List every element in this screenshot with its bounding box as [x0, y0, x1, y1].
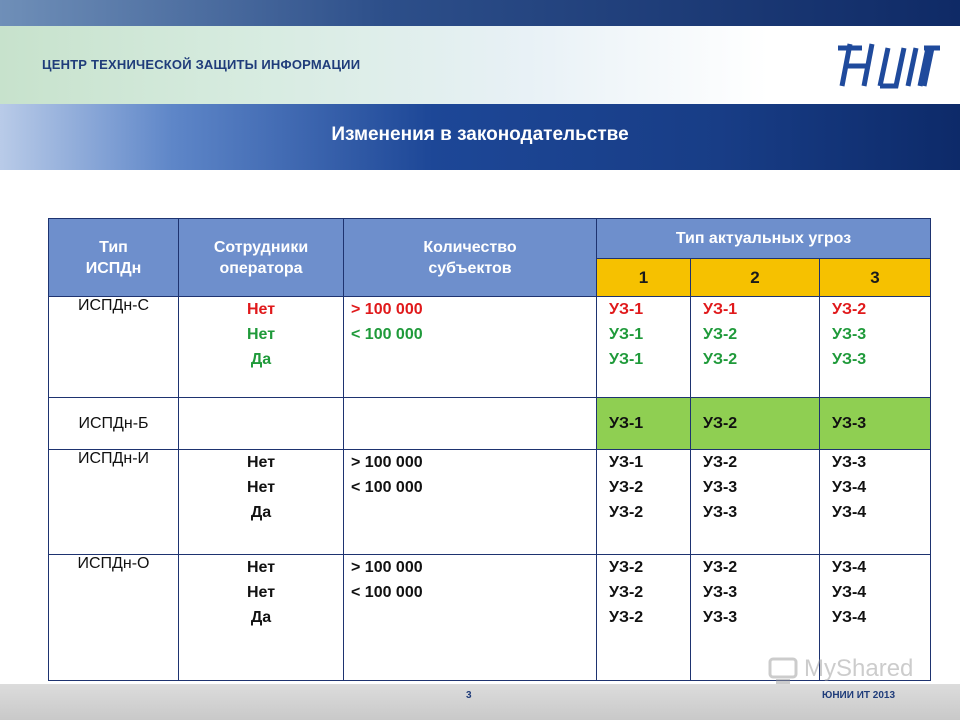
- threat-1-cell: УЗ-1 УЗ-1 УЗ-1: [597, 297, 691, 398]
- header-quantity: Количество субъектов: [344, 219, 597, 297]
- watermark-text: MyShared: [804, 655, 914, 682]
- quantity-cell: > 100 000 < 100 000: [344, 555, 597, 681]
- threat-level-3: 3: [820, 259, 931, 297]
- employees-cell: [179, 398, 344, 450]
- table-row: [49, 398, 931, 450]
- ispdn-table: [48, 218, 931, 681]
- threat-level-1: 1: [597, 259, 691, 297]
- quantity-cell: > 100 000 < 100 000: [344, 297, 597, 398]
- threat-3-cell: УЗ-3 УЗ-4 УЗ-4: [820, 450, 931, 555]
- threat-1-cell: УЗ-2 УЗ-2 УЗ-2: [597, 555, 691, 681]
- row-type: ИСПДн-О: [49, 555, 179, 681]
- threat-1-cell: УЗ-1 УЗ-2 УЗ-2: [597, 450, 691, 555]
- page-number: 3: [466, 690, 472, 701]
- employees-cell: Нет Нет Да: [179, 297, 344, 398]
- header-threats: Тип актуальных угроз: [597, 219, 931, 259]
- employees-cell: Нет Нет Да: [179, 450, 344, 555]
- quantity-cell: [344, 398, 597, 450]
- row-type: ИСПДн-Б: [49, 398, 179, 450]
- slide-title: Изменения в законодательстве: [331, 124, 629, 145]
- top-strip: [0, 0, 960, 26]
- footer-bar: [0, 684, 960, 720]
- threat-3-cell: УЗ-4 УЗ-4 УЗ-4: [820, 555, 931, 681]
- threat-1-cell: УЗ-1: [597, 398, 691, 450]
- threat-2-cell: УЗ-1 УЗ-2 УЗ-2: [691, 297, 820, 398]
- watermark-icon: [768, 657, 800, 687]
- threat-2-cell: УЗ-2 УЗ-3 УЗ-3: [691, 555, 820, 681]
- quantity-cell: > 100 000 < 100 000: [344, 450, 597, 555]
- threat-2-cell: УЗ-2 УЗ-3 УЗ-3: [691, 450, 820, 555]
- footer-copyright: ЮНИИ ИТ 2013: [822, 690, 896, 701]
- threat-3-cell: УЗ-2 УЗ-3 УЗ-3: [820, 297, 931, 398]
- row-type: ИСПДн-И: [49, 450, 179, 555]
- row-type: ИСПДн-С: [49, 297, 179, 398]
- threat-level-2: 2: [691, 259, 820, 297]
- org-name: ЦЕНТР ТЕХНИЧЕСКОЙ ЗАЩИТЫ ИНФОРМАЦИИ: [42, 57, 361, 72]
- employees-cell: Нет Нет Да: [179, 555, 344, 681]
- threat-3-cell: УЗ-3: [820, 398, 931, 450]
- header-employees: Сотрудники оператора: [179, 219, 344, 297]
- threat-2-cell: УЗ-2: [691, 398, 820, 450]
- niiit-logo: [834, 38, 942, 92]
- table-row: [49, 297, 931, 398]
- header-type: Тип ИСПДн: [49, 219, 179, 297]
- table-row: [49, 450, 931, 555]
- watermark: [768, 655, 928, 689]
